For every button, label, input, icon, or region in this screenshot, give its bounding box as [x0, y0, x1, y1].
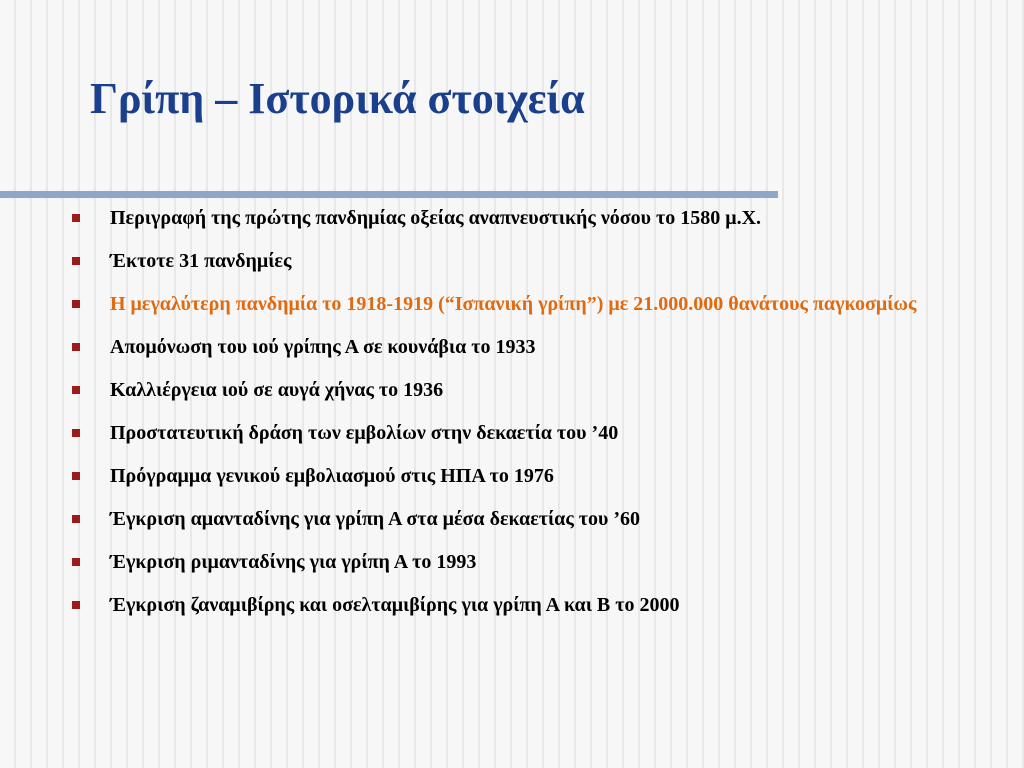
bullet-item — [68, 245, 968, 277]
bullet-text: Απομόνωση του ιού γρίπης Α σε κουνάβια το 1933 — [110, 336, 536, 358]
bullet-text: Προστατευτική δράση των εμβολίων στην δεκαετία του ’40 — [110, 422, 619, 444]
bullet-text: Έκτοτε 31 πανδημίες — [110, 250, 292, 272]
bullet-text: Πρόγραμμα γενικού εμβολιασμού στις ΗΠΑ το 1976 — [110, 465, 554, 487]
bullet-item — [68, 288, 968, 320]
square-bullet-icon — [72, 343, 80, 351]
bullet-item — [68, 546, 968, 578]
square-bullet-icon — [72, 386, 80, 394]
bullet-item — [68, 374, 968, 406]
bullet-text: Η μεγαλύτερη πανδημία το 1918-1919 (“Ισπανική γρίπη”) με 21.000.000 θανάτους παγκοσμίως — [110, 293, 917, 315]
square-bullet-icon — [72, 515, 80, 523]
bullet-text: Έγκριση αμανταδίνης για γρίπη Α στα μέσα δεκαετίας του ’60 — [110, 508, 641, 530]
bullet-text: Περιγραφή της πρώτης πανδημίας οξείας αναπνευστικής νόσου το 1580 μ.Χ. — [110, 207, 762, 229]
square-bullet-icon — [72, 429, 80, 437]
bullet-text: Καλλιέργεια ιού σε αυγά χήνας το 1936 — [110, 379, 444, 401]
bullet-item — [68, 417, 968, 449]
bullet-item — [68, 503, 968, 535]
bullet-item — [68, 202, 968, 234]
square-bullet-icon — [72, 300, 80, 308]
square-bullet-icon — [72, 558, 80, 566]
title-underline — [0, 191, 778, 198]
square-bullet-icon — [72, 257, 80, 265]
bullet-list — [68, 202, 968, 632]
bullet-item — [68, 589, 968, 621]
bullet-text: Έγκριση ζαναμιβίρης και οσελταμιβίρης για γρίπη Α και Β το 2000 — [110, 594, 680, 616]
bullet-item — [68, 460, 968, 492]
bullet-item — [68, 331, 968, 363]
square-bullet-icon — [72, 601, 80, 609]
bullet-text: Έγκριση ριμανταδίνης για γρίπη Α το 1993 — [110, 551, 477, 573]
slide-title: Γρίπη – Ιστορικά στοιχεία — [90, 74, 585, 123]
square-bullet-icon — [72, 214, 80, 222]
square-bullet-icon — [72, 472, 80, 480]
